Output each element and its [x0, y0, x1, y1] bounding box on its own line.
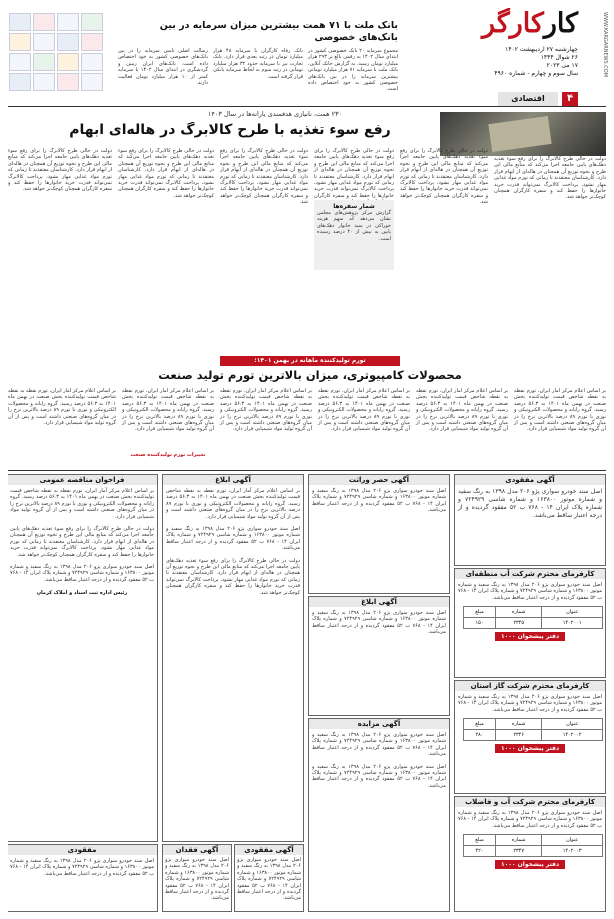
bank-logo — [57, 53, 79, 71]
feature-col: دولت در حالی طرح کالابرگ را برای رفع سوء تغذیه دهک‌های پایین جامعه اجرا می‌کند که منابع مالی این طرح و نحوه توزیع آن همچنان در هاله‌ای از ابهام قرار دارد. کارشناسان معتقدند تا زمانی که تورم مواد غذایی مهار نشود، پرداخت کالابرگ نمی‌تواند قدرت خرید خانوارها را حفظ کند و سفره کارگران — [314, 148, 394, 199]
sub-banner: ۲۳۰ همت، نانیازی هدفمندی یارانه‌ها در سال ۱۴۰۳ — [207, 110, 343, 118]
notice-ad-text: اصل سند خودرو سواری پژو ۲۰۶ مدل ۱۳۹۸ به رنگ سفید و شماره موتور ۱۶۳۸۰۰ و شماره شاسی ۷۲۴۹۲۹ و شماره پلاک ایران ۱۴ - ۷۶۸ ب ۵۲ مفقود گردیده و از درجه اعتبار ساقط می‌باشد. — [10, 564, 155, 583]
sidebar-text: گزارش مرکز پژوهش‌های مجلس نشان می‌دهد که سهم هزینه خوراکی در سبد خانوار دهک‌های پایین به بیش از ۴۰ درصد رسیده است. — [317, 210, 391, 242]
notice-ad-title: آگهی حصر وراثت — [309, 475, 449, 485]
inflation-col: بر اساس اعلام مرکز آمار ایران، تورم نقطه به نقطه شاخص قیمت تولیدکننده بخش صنعت در بهمن ماه ۱۴۰۱ به ۵۶.۳ درصد رسید. گروه رایانه و محصولات الکترونیکی و نوری با تورم ۸۹ درصد بالاترین نرخ را در میان گروه‌های صنعتی داشته است و پس از آن گروه تولید مواد شیمیایی قرار دارد. — [122, 388, 214, 433]
bank-logo — [57, 13, 79, 31]
bank-logo — [33, 73, 55, 91]
lost-ad-text: اصل سند خودرو سواری پژو ۲۰۶ مدل ۱۳۹۸ به رنگ سفید و شماره موتور ۱۶۳۸۰۰ و شماره شاسی ۷۲۴۹۲۹ و شماره پلاک ایران ۱۴ - ۷۶۸ ب ۵۲ مفقود گردیده و از درجه اعتبار ساقط می‌باشد. — [458, 488, 602, 519]
small-ad-title: آگهی فقدان — [163, 845, 231, 855]
notice-ad-title: آگهی ابلاغ — [309, 597, 449, 607]
inflation-col: بر اساس اعلام مرکز آمار ایران، تورم نقطه به نقطه شاخص قیمت تولیدکننده بخش صنعت در بهمن ماه ۱۴۰۱ به ۵۶.۳ درصد رسید. گروه رایانه و محصولات الکترونیکی و نوری با تورم ۸۹ درصد بالاترین نرخ را در میان گروه‌های صنعتی داشته است و پس از آن گروه تولید مواد شیمیایی قرار دارد. — [318, 388, 410, 433]
sidebar-title: شمار سفره‌ها — [333, 203, 375, 210]
notice-ad-text: اصل سند خودرو سواری پژو ۲۰۶ مدل ۱۳۹۸ به رنگ سفید و شماره موتور ۱۶۳۸۰۰ و شماره شاسی ۷۲۴۹۲۹ و شماره پلاک ایران ۱۴ - ۷۶۸ ب ۵۲ مفقود گردیده و از درجه اعتبار ساقط می‌باشد. — [166, 526, 301, 552]
table-cell: ۱۴۰۲۰۰۳ — [542, 846, 603, 857]
table-header: عنوان — [542, 835, 603, 846]
tender-ad — [454, 796, 606, 912]
section-name: اقتصادی — [498, 92, 558, 106]
small-ad — [8, 844, 158, 912]
bank-logo — [81, 33, 103, 51]
tender-ad-text: اصل سند خودرو سواری پژو ۲۰۶ مدل ۱۳۹۸ به رنگ سفید و شماره موتور ۱۶۳۸۰۰ و شماره شاسی ۷۲۴۹۲۹ و شماره پلاک ایران ۱۴ - ۷۶۸ ب ۵۲ مفقود گردیده و از درجه اعتبار ساقط می‌باشد. — [458, 810, 603, 829]
notice-ad-text: اصل سند خودرو سواری پژو ۲۰۶ مدل ۱۳۹۸ به رنگ سفید و شماره موتور ۱۶۳۸۰۰ و شماره شاسی ۷۲۴۹۲۹ و شماره پلاک ایران ۱۴ - ۷۶۸ ب ۵۲ مفقود گردیده و از درجه اعتبار ساقط می‌باشد. — [312, 763, 447, 789]
inflation-col: بر اساس اعلام مرکز آمار ایران، تورم نقطه به نقطه شاخص قیمت تولیدکننده بخش صنعت در بهمن ماه ۱۴۰۱ به ۵۶.۳ درصد رسید. گروه رایانه و محصولات الکترونیکی و نوری با تورم ۸۹ درصد بالاترین نرخ را در میان گروه‌های صنعتی داشته است و پس از آن گروه تولید مواد شیمیایی قرار دارد. — [220, 388, 312, 433]
side-url-text: WWW.KARGARNEWS.COM — [602, 12, 608, 78]
footer-credit: رئیس اداره ثبت اسناد و املاک کرمان — [36, 590, 128, 597]
tender-table — [463, 718, 603, 741]
table-cell: ۲۳۴۷ — [496, 846, 542, 857]
feature-col: دولت در حالی طرح کالابرگ را برای رفع سوء تغذیه دهک‌های پایین جامعه اجرا می‌کند که منابع مالی این طرح و نحوه توزیع آن همچنان در هاله‌ای از ابهام قرار دارد. کارشناسان معتقدند تا زمانی که تورم مواد غذایی مهار نشود، پرداخت کالابرگ نمی‌تواند قدرت خرید خانوارها را حفظ کند و سفره کارگران همچنان کوچک‌تر خواهد شد. — [494, 156, 606, 201]
office-label: دفتر پیشخوان ۱۰۰۰ — [495, 632, 565, 641]
feature-col: دولت در حالی طرح کالابرگ را برای رفع سوء تغذیه دهک‌های پایین جامعه اجرا می‌کند که منابع مالی این طرح و نحوه توزیع آن همچنان در هاله‌ای از ابهام قرار دارد. کارشناسان معتقدند تا زمانی که تورم مواد غذایی مهار نشود، پرداخت کالابرگ نمی‌تواند قدرت خرید خانوارها را حفظ کند و سفره کارگران همچنان کوچک‌تر خواهد شد. — [118, 148, 214, 199]
tender-ad — [454, 568, 606, 678]
table-header: مبلغ — [464, 719, 496, 730]
notice-ad — [162, 474, 304, 842]
masthead-title-prefix: کار — [543, 8, 578, 39]
feature-col: دولت در حالی طرح کالابرگ را برای رفع سوء تغذیه دهک‌های پایین جامعه اجرا می‌کند که منابع مالی این طرح و نحوه توزیع آن همچنان در هاله‌ای از ابهام قرار دارد. کارشناسان معتقدند تا زمانی که تورم مواد غذایی مهار نشود، پرداخت کالابرگ نمی‌تواند قدرت خرید خانوارها را حفظ کند و سفره کارگران همچنان کوچک‌تر خواهد شد. — [8, 148, 112, 193]
lead-body-col1: مجموع سرمایه ۲۰ بانک خصوصی کشور در ابتدای سال ۱۴۰۲ به رقمی بالغ بر ۲۹۳ هزار میلیارد تومان رسید. به گزارش جانک آنلاین، بانک ملت با سرمایه ۷۱ هزار میلیارد تومانی بیشترین سرمایه را در بین بانک‌های خصوصی کشور به خود اختصاص داده است. — [308, 48, 398, 93]
feature-col: دولت در حالی طرح کالابرگ را برای رفع سوء تغذیه دهک‌های پایین جامعه اجرا می‌کند که منابع مالی این طرح و نحوه توزیع آن همچنان در هاله‌ای از ابهام قرار دارد. کارشناسان معتقدند تا زمانی که تورم مواد غذایی مهار نشود، پرداخت کالابرگ نمی‌تواند قدرت خرید خانوارها را حفظ کند و سفره کارگران همچنان کوچک‌تر خواهد شد. — [220, 148, 308, 206]
notice-ad — [308, 718, 450, 912]
small-ad-text: اصل سند خودرو سواری پژو ۲۰۶ مدل ۱۳۹۸ به رنگ سفید و شماره موتور ۱۶۳۸۰۰ و شماره شاسی ۷۲۴۹۲۹ و شماره پلاک ایران ۱۴ - ۷۶۸ ب ۵۲ مفقود گردیده و از درجه اعتبار ساقط می‌باشد. — [165, 857, 230, 902]
inflation-col: بر اساس اعلام مرکز آمار ایران، تورم نقطه به نقطه شاخص قیمت تولیدکننده بخش صنعت در بهمن ماه ۱۴۰۱ به ۵۶.۳ درصد رسید. گروه رایانه و محصولات الکترونیکی و نوری با تورم ۸۹ درصد بالاترین نرخ را در میان گروه‌های صنعتی داشته است و پس از آن گروه تولید مواد شیمیایی قرار دارد. — [514, 388, 606, 433]
lead-body-col2: بانک رفاه کارگران با سرمایه ۴۸ هزار میلیارد تومان در رتبه بعدی قرار دارد. بانک تجارت نیز با سرمایه حدود ۳۲ هزار میلیارد تومانی در رتبه سوم به لحاظ سرمایه بانکی قرار گرفته است. — [213, 48, 303, 80]
tender-table — [463, 834, 603, 857]
table-cell: ۱۴۰۲۰۰۲ — [542, 730, 603, 741]
notice-ad-text: دولت در حالی طرح کالابرگ را برای رفع سوء تغذیه دهک‌های پایین جامعه اجرا می‌کند که منابع مالی این طرح و نحوه توزیع آن همچنان در هاله‌ای از ابهام قرار دارد. کارشناسان معتقدند تا زمانی که تورم مواد غذایی مهار نشود، پرداخت کالابرگ نمی‌تواند قدرت خرید خانوارها را حفظ کند و سفره کارگران همچنان کوچک‌تر خواهد شد. — [166, 557, 300, 596]
table-header: عنوان — [542, 719, 603, 730]
table-cell: ۲۳۴۵ — [496, 618, 542, 629]
lost-ad-title: آگهی مفقودی — [455, 475, 605, 485]
table-row — [464, 730, 603, 741]
notice-ad-text: اصل سند خودرو سواری پژو ۲۰۶ مدل ۱۳۹۸ به رنگ سفید و شماره موتور ۱۶۳۸۰۰ و شماره شاسی ۷۲۴۹۲۹ و شماره پلاک ایران ۱۴ - ۷۶۸ ب ۵۲ مفقود گردیده و از درجه اعتبار ساقط می‌باشد. — [312, 488, 447, 514]
small-ad-text: اصل سند خودرو سواری پژو ۲۰۶ مدل ۱۳۹۸ به رنگ سفید و شماره موتور ۱۶۳۸۰۰ و شماره شاسی ۷۲۴۹۲۹ و شماره پلاک ایران ۱۴ - ۷۶۸ ب ۵۲ مفقود گردیده و از درجه اعتبار ساقط می‌باشد. — [10, 858, 155, 877]
tender-ad — [454, 680, 606, 794]
bank-logo — [81, 53, 103, 71]
notice-ad-text: اصل سند خودرو سواری پژو ۲۰۶ مدل ۱۳۹۸ به رنگ سفید و شماره موتور ۱۶۳۸۰۰ و شماره شاسی ۷۲۴۹۲۹ و شماره پلاک ایران ۱۴ - ۷۶۸ ب ۵۲ مفقود گردیده و از درجه اعتبار ساقط می‌باشد. — [312, 610, 447, 636]
masthead-title-main: کارگر — [482, 8, 544, 39]
small-ad-title: مفقودی — [8, 845, 157, 855]
inflation-highlight: تغییرات تورم تولیدکننده صنعت — [130, 452, 206, 458]
office-label: دفتر پیشخوان ۱۰۰۰ — [495, 860, 565, 869]
bank-logo — [57, 33, 79, 51]
feature-sidebar — [314, 200, 394, 270]
table-header: عنوان — [542, 607, 603, 618]
bank-logo — [9, 73, 31, 91]
banknotes-image — [488, 116, 551, 152]
notice-ad-title: آگهی ابلاغ — [163, 475, 303, 485]
table-cell: ۲۸۰ — [464, 730, 496, 741]
table-header: شماره — [496, 607, 542, 618]
small-ad — [162, 844, 232, 912]
notice-ad — [308, 474, 450, 594]
tender-ad-title: کارفرمای محترم شرکت آب منطقه‌ای — [455, 569, 605, 579]
table-header: مبلغ — [464, 607, 496, 618]
bank-logo — [33, 33, 55, 51]
small-ad-title: آگهی مفقودی — [235, 845, 303, 855]
feature-columns — [8, 148, 606, 348]
date-line-3: ۱۷ می ۲۰۲۳ — [546, 62, 578, 69]
feature-headline: رفع سوء تغذیه با طرح کالابرگ در هاله‌ای ابهام — [69, 122, 391, 138]
masthead — [400, 8, 600, 108]
lost-ad — [454, 474, 606, 566]
notice-ad-text: دولت در حالی طرح کالابرگ را برای رفع سوء تغذیه دهک‌های پایین جامعه اجرا می‌کند که منابع مالی این طرح و نحوه توزیع آن همچنان در هاله‌ای از ابهام قرار دارد. کارشناسان معتقدند تا زمانی که تورم مواد غذایی مهار نشود، پرداخت کالابرگ نمی‌تواند قدرت خرید خانوارها را حفظ کند و سفره کارگران همچنان کوچک‌تر خواهد شد. — [10, 526, 154, 558]
table-cell: ۴۲۰ — [464, 846, 496, 857]
bank-logo — [33, 13, 55, 31]
bank-logo — [81, 13, 103, 31]
inflation-col: بر اساس اعلام مرکز آمار ایران، تورم نقطه به نقطه شاخص قیمت تولیدکننده بخش صنعت در بهمن ماه ۱۴۰۱ به ۵۶.۳ درصد رسید. گروه رایانه و محصولات الکترونیکی و نوری با تورم ۸۹ درصد بالاترین نرخ را در میان گروه‌های صنعتی داشته است و پس از آن گروه تولید مواد شیمیایی قرار دارد. — [8, 388, 116, 427]
inflation-columns — [8, 388, 606, 468]
tender-ad-title: کارفرمای محترم شرکت آب و فاضلاب — [455, 797, 605, 807]
ads-top-rule — [8, 470, 606, 471]
bank-logo — [33, 53, 55, 71]
tender-ad-title: کارفرمای محترم شرکت گاز استان — [455, 681, 605, 691]
table-header: شماره — [496, 719, 542, 730]
notice-ad-text: اصل سند خودرو سواری پژو ۲۰۶ مدل ۱۳۹۸ به رنگ سفید و شماره موتور ۱۶۳۸۰۰ و شماره شاسی ۷۲۴۹۲۹ و شماره پلاک ایران ۱۴ - ۷۶۸ ب ۵۲ مفقود گردیده و از درجه اعتبار ساقط می‌باشد. — [312, 732, 447, 758]
table-row — [464, 846, 603, 857]
lead-story — [118, 20, 398, 102]
tender-table — [463, 606, 603, 629]
table-cell: ۲۳۴۶ — [496, 730, 542, 741]
issue-line: سال سوم و چهارم - شماره ۴۹۶۰ — [494, 70, 578, 77]
table-row — [464, 618, 603, 629]
inflation-col: بر اساس اعلام مرکز آمار ایران، تورم نقطه به نقطه شاخص قیمت تولیدکننده بخش صنعت در بهمن ماه ۱۴۰۱ به ۵۶.۳ درصد رسید. گروه رایانه و محصولات الکترونیکی و نوری با تورم ۸۹ درصد بالاترین نرخ را در میان گروه‌های صنعتی داشته است و پس از آن گروه تولید مواد شیمیایی قرار دارد. — [416, 388, 508, 433]
table-cell: ۱۴۰۲۰۰۱ — [542, 618, 603, 629]
section-number: ۴ — [562, 92, 578, 106]
bank-logo — [9, 13, 31, 31]
table-cell: ۱۵۰ — [464, 618, 496, 629]
table-header: مبلغ — [464, 835, 496, 846]
tender-ad-text: اصل سند خودرو سواری پژو ۲۰۶ مدل ۱۳۹۸ به رنگ سفید و شماره موتور ۱۶۳۸۰۰ و شماره شاسی ۷۲۴۹۲۹ و شماره پلاک ایران ۱۴ - ۷۶۸ ب ۵۲ مفقود گردیده و از درجه اعتبار ساقط می‌باشد. — [458, 694, 603, 713]
notice-ad — [8, 474, 158, 842]
ads-area — [8, 474, 606, 914]
masthead-title — [482, 8, 578, 39]
bank-logo — [9, 53, 31, 71]
small-ad — [234, 844, 304, 912]
bank-logo — [81, 73, 103, 91]
lead-headline: بانک ملت با ۷۱ همت بیشترین میزان سرمایه در بین بانک‌های خصوصی — [159, 20, 398, 43]
lead-body-col3: رسالت اصلی تامین سرمایه را در بین بانک‌های خصوصی کشور به خود اختصاص داده است. بانک‌های ایران زمین و گردشگری در ابتدای سال ۱۴۰۲ با سرمایه کمتر از ۱۰ هزار میلیارد تومان فعالیت دارند. — [118, 48, 208, 87]
notice-ad-text: بر اساس اعلام مرکز آمار ایران، تورم نقطه به نقطه شاخص قیمت تولیدکننده بخش صنعت در بهمن ماه ۱۴۰۱ به ۵۶.۳ درصد رسید. گروه رایانه و محصولات الکترونیکی و نوری با تورم ۸۹ درصد بالاترین نرخ را در میان گروه‌های صنعتی داشته است و پس از آن گروه تولید مواد شیمیایی قرار دارد. — [10, 488, 154, 520]
feature-col: دولت در حالی طرح کالابرگ را برای رفع سوء تغذیه دهک‌های پایین جامعه اجرا می‌کند که منابع مالی این طرح و نحوه توزیع آن همچنان در هاله‌ای از ابهام قرار دارد. کارشناسان معتقدند تا زمانی که تورم مواد غذایی مهار نشود، پرداخت کالابرگ نمی‌تواند قدرت خرید خانوارها را حفظ کند و سفره کارگران همچنان کوچک‌تر خواهد شد. — [400, 148, 488, 206]
date-line-2: ۲۶ شوال ۱۴۴۴ — [540, 54, 578, 61]
bank-logo-grid — [8, 12, 113, 102]
inflation-banner: تورم تولیدکننده ماهانه در بهمن ۱۴۰۱: — [220, 356, 400, 366]
tender-ad-text: اصل سند خودرو سواری پژو ۲۰۶ مدل ۱۳۹۸ به رنگ سفید و شماره موتور ۱۶۳۸۰۰ و شماره شاسی ۷۲۴۹۲۹ و شماره پلاک ایران ۱۴ - ۷۶۸ ب ۵۲ مفقود گردیده و از درجه اعتبار ساقط می‌باشد. — [458, 582, 603, 601]
date-line-1: چهارشنبه ۲۷ اردیبهشت ۱۴۰۲ — [505, 46, 578, 53]
bank-logo — [57, 73, 79, 91]
top-rule — [8, 106, 606, 107]
bank-logo — [9, 33, 31, 51]
small-ad-text: اصل سند خودرو سواری پژو ۲۰۶ مدل ۱۳۹۸ به رنگ سفید و شماره موتور ۱۶۳۸۰۰ و شماره شاسی ۷۲۴۹۲۹ و شماره پلاک ایران ۱۴ - ۷۶۸ ب ۵۲ مفقود گردیده و از درجه اعتبار ساقط می‌باشد. — [237, 857, 302, 902]
inflation-headline: محصولات کامپیوتری، میزان بالاترین تورم تولید صنعت — [158, 368, 462, 382]
side-url — [598, 10, 610, 120]
notice-ad-title: فراخوان مناقصه عمومی — [8, 475, 157, 485]
notice-ad-text: بر اساس اعلام مرکز آمار ایران، تورم نقطه به نقطه شاخص قیمت تولیدکننده بخش صنعت در بهمن ماه ۱۴۰۱ به ۵۶.۳ درصد رسید. گروه رایانه و محصولات الکترونیکی و نوری با تورم ۸۹ درصد بالاترین نرخ را در میان گروه‌های صنعتی داشته است و پس از آن گروه تولید مواد شیمیایی قرار دارد. — [166, 488, 300, 520]
notice-ad — [308, 596, 450, 716]
notice-ad-title: آگهی مزایده — [309, 719, 449, 729]
table-header: شماره — [496, 835, 542, 846]
office-label: دفتر پیشخوان ۱۰۰۰ — [495, 744, 565, 753]
